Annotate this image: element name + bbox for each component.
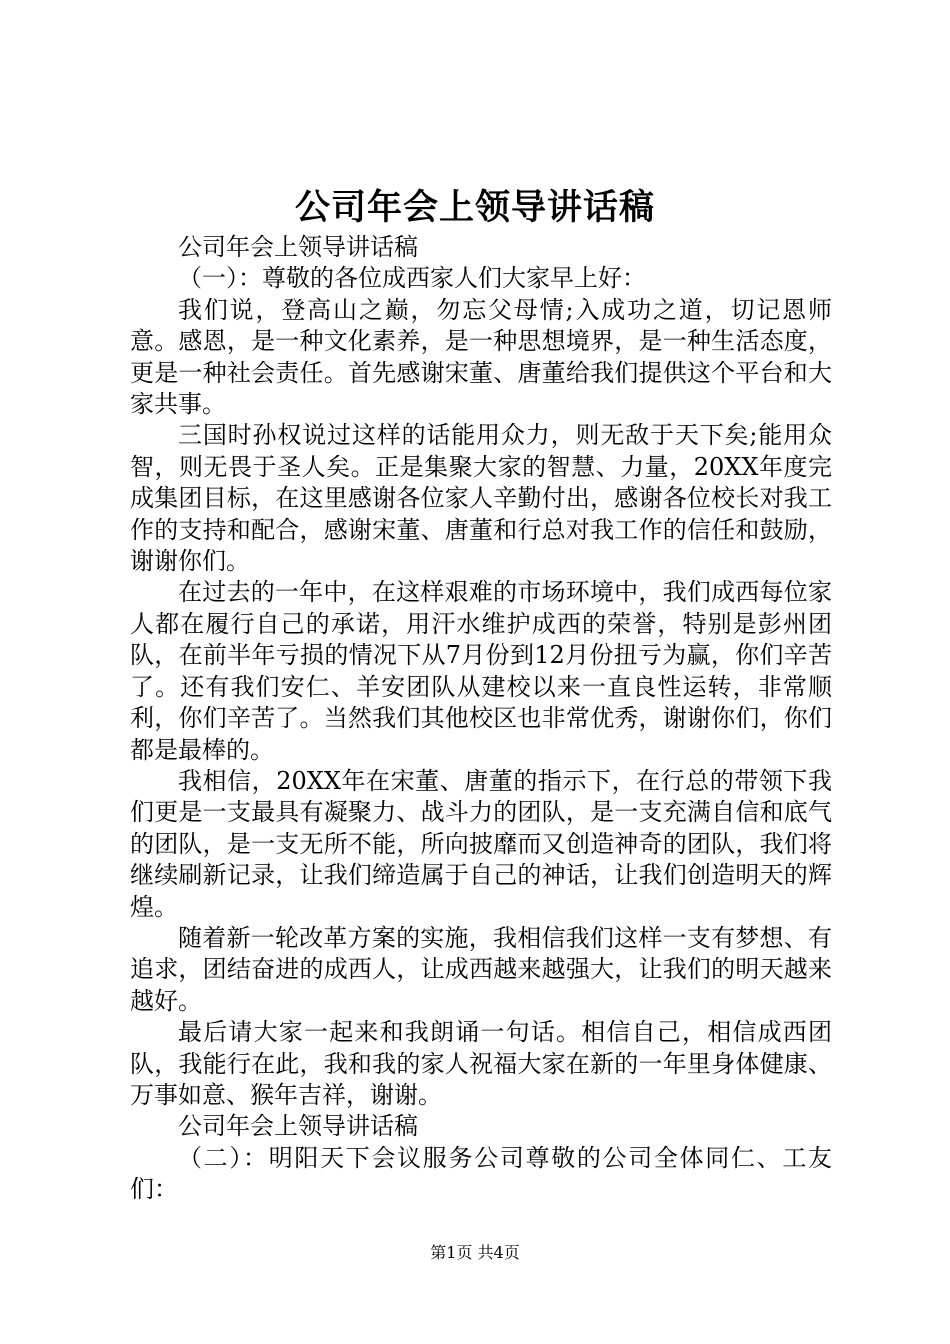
paragraph: 随着新一轮改革方案的实施，我相信我们这样一支有梦想、有追求，团结奋进的成西人，让成西越来越强大，让我们的明天越来越好。 — [130, 923, 832, 1015]
paragraph-subtitle-2: 公司年会上领导讲话稿 — [178, 1112, 418, 1141]
paragraph: 在过去的一年中，在这样艰难的市场环境中，我们成西每位家人都在履行自己的承诺，用汗水维护成西的荣誉，特别是彭州团队，在前半年亏损的情况下从7月份到12月份扭亏为赢，你们辛苦了。还有我们安仁、羊安团队从建校以来一直良性运转，非常顺利，你们辛苦了。当然我们其他校区也非常优秀，谢谢你们，你们都是最棒的。 — [130, 578, 832, 764]
paragraph: 三国时孙权说过这样的话能用众力，则无敌于天下矣;能用众智，则无畏于圣人矣。正是集聚大家的智慧、力量，20XX年度完成集团目标，在这里感谢各位家人辛勤付出，感谢各位校长对我工作的支持和配合，感谢宋董、唐董和行总对我工作的信任和鼓励，谢谢你们。 — [130, 421, 832, 576]
document-title: 公司年会上领导讲话稿 — [294, 187, 655, 228]
paragraph-greeting-1: （一）：尊敬的各位成西家人们大家早上好： — [178, 264, 646, 293]
paragraph-subtitle: 公司年会上领导讲话稿 — [178, 233, 418, 261]
paragraph: 最后请大家一起来和我朗诵一句话。相信自己，相信成西团队，我能行在此，我和我的家人祝福大家在新的一年里身体健康、万事如意、猴年吉祥，谢谢。 — [130, 1018, 832, 1109]
paragraph-greeting-2: （二）：明阳天下会议服务公司尊敬的公司全体同仁、工友们： — [130, 1143, 832, 1204]
paragraph: 我们说，登高山之巅，勿忘父母情;入成功之道，切记恩师意。感恩，是一种文化素养，是一种思想境界，是一种生活态度，更是一种社会责任。首先感谢宋董、唐董给我们提供这个平台和大家共事。 — [130, 295, 832, 419]
page-indicator: 第1页 共4页 — [430, 1243, 520, 1262]
document-body — [130, 232, 832, 1206]
paragraph: 我相信，20XX年在宋董、唐董的指示下，在行总的带领下我们更是一支最具有凝聚力、战斗力的团队，是一支充满自信和底气的团队，是一支无所不能，所向披靡而又创造神奇的团队，我们将继续刷新记录，让我们缔造属于自己的神话，让我们创造明天的辉煌。 — [130, 766, 832, 921]
